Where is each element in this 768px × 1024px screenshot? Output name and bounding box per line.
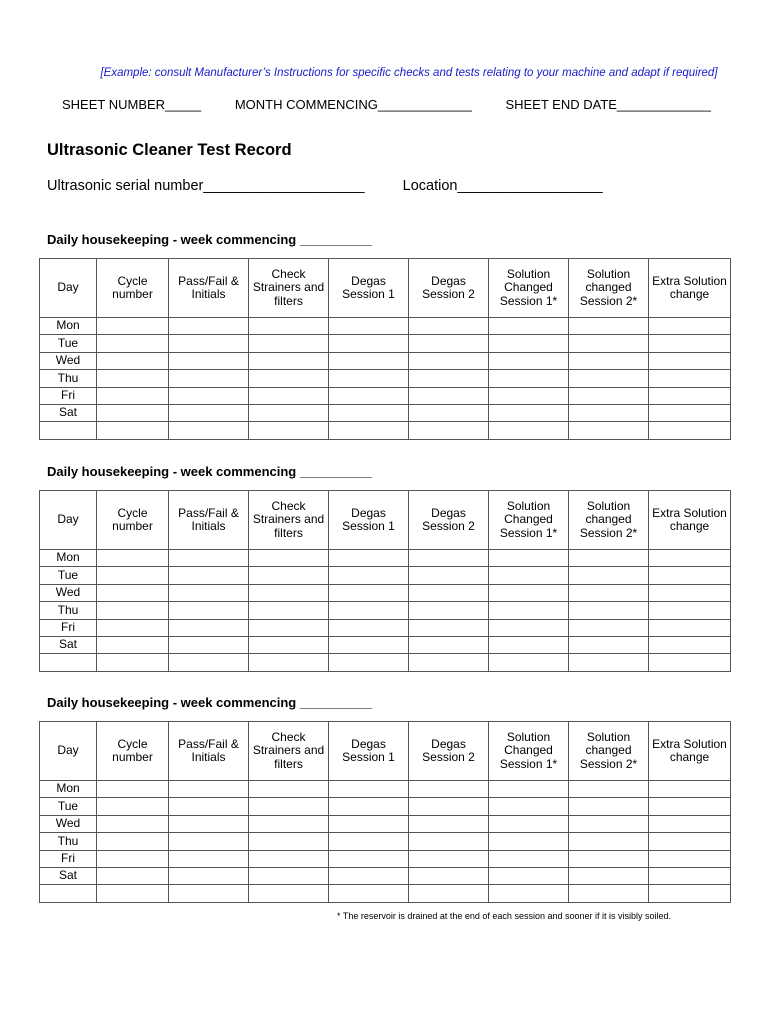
- entry-cell[interactable]: [169, 781, 249, 798]
- day-cell: Tue: [40, 798, 97, 815]
- column-header: Degas Session 2: [409, 259, 489, 318]
- day-cell: Fri: [40, 387, 97, 404]
- column-header: Extra Solution change: [649, 722, 731, 781]
- entry-cell[interactable]: [649, 352, 731, 369]
- entry-cell[interactable]: [329, 318, 409, 335]
- housekeeping-table-week-1: [39, 258, 731, 440]
- table-row: [40, 422, 731, 439]
- entry-cell[interactable]: [489, 318, 569, 335]
- entry-cell[interactable]: [169, 654, 249, 671]
- entry-cell[interactable]: [169, 833, 249, 850]
- column-header: Degas Session 1: [329, 491, 409, 550]
- column-header: Cycle number: [97, 259, 169, 318]
- sheet-end-date: SHEET END DATE_____________: [505, 97, 711, 112]
- page-title: Ultrasonic Cleaner Test Record: [47, 141, 292, 159]
- entry-cell[interactable]: [569, 815, 649, 832]
- entry-cell[interactable]: [489, 550, 569, 567]
- entry-cell[interactable]: [489, 387, 569, 404]
- entry-cell[interactable]: [409, 567, 489, 584]
- table-row: [40, 567, 731, 584]
- entry-cell[interactable]: [409, 602, 489, 619]
- table-row: [40, 584, 731, 601]
- entry-cell[interactable]: [409, 422, 489, 439]
- entry-cell[interactable]: [649, 619, 731, 636]
- entry-cell[interactable]: [169, 318, 249, 335]
- entry-cell[interactable]: [329, 387, 409, 404]
- day-cell: Sat: [40, 636, 97, 653]
- column-header: Degas Session 2: [409, 491, 489, 550]
- entry-cell[interactable]: [249, 654, 329, 671]
- entry-cell[interactable]: [97, 567, 169, 584]
- entry-cell[interactable]: [409, 781, 489, 798]
- day-cell: Mon: [40, 550, 97, 567]
- entry-cell[interactable]: [649, 404, 731, 421]
- entry-cell[interactable]: [329, 352, 409, 369]
- entry-cell[interactable]: [569, 584, 649, 601]
- entry-cell[interactable]: [329, 636, 409, 653]
- entry-cell[interactable]: [649, 422, 731, 439]
- entry-cell[interactable]: [569, 636, 649, 653]
- day-cell: Tue: [40, 567, 97, 584]
- entry-cell[interactable]: [97, 335, 169, 352]
- entry-cell[interactable]: [329, 370, 409, 387]
- entry-cell[interactable]: [409, 654, 489, 671]
- entry-cell[interactable]: [169, 335, 249, 352]
- entry-cell[interactable]: [169, 636, 249, 653]
- entry-cell[interactable]: [329, 867, 409, 884]
- entry-cell[interactable]: [409, 318, 489, 335]
- table-header-row: [40, 491, 731, 550]
- entry-cell[interactable]: [409, 335, 489, 352]
- entry-cell[interactable]: [649, 867, 731, 884]
- column-header: Solution Changed Session 1*: [489, 722, 569, 781]
- entry-cell[interactable]: [249, 387, 329, 404]
- entry-cell[interactable]: [409, 619, 489, 636]
- entry-cell[interactable]: [97, 352, 169, 369]
- entry-cell[interactable]: [569, 370, 649, 387]
- table-row: [40, 636, 731, 653]
- column-header: Day: [40, 722, 97, 781]
- entry-cell[interactable]: [329, 815, 409, 832]
- entry-cell[interactable]: [329, 619, 409, 636]
- column-header: Pass/Fail & Initials: [169, 259, 249, 318]
- entry-cell[interactable]: [489, 636, 569, 653]
- entry-cell[interactable]: [489, 370, 569, 387]
- entry-cell[interactable]: [249, 318, 329, 335]
- entry-cell[interactable]: [97, 318, 169, 335]
- entry-cell[interactable]: [329, 602, 409, 619]
- column-header: Pass/Fail & Initials: [169, 722, 249, 781]
- entry-cell[interactable]: [329, 550, 409, 567]
- table-row: [40, 833, 731, 850]
- day-cell: Wed: [40, 352, 97, 369]
- entry-cell[interactable]: [489, 885, 569, 902]
- entry-cell[interactable]: [169, 602, 249, 619]
- entry-cell[interactable]: [169, 619, 249, 636]
- entry-cell[interactable]: [649, 387, 731, 404]
- entry-cell[interactable]: [249, 867, 329, 884]
- entry-cell[interactable]: [249, 850, 329, 867]
- entry-cell[interactable]: [489, 404, 569, 421]
- entry-cell[interactable]: [569, 550, 649, 567]
- entry-cell[interactable]: [97, 422, 169, 439]
- entry-cell[interactable]: [97, 636, 169, 653]
- entry-cell[interactable]: [489, 833, 569, 850]
- table-row: [40, 654, 731, 671]
- day-cell: Wed: [40, 815, 97, 832]
- day-cell: Sat: [40, 867, 97, 884]
- table-row: [40, 850, 731, 867]
- day-cell: Thu: [40, 833, 97, 850]
- table-row: [40, 370, 731, 387]
- entry-cell[interactable]: [249, 815, 329, 832]
- entry-cell[interactable]: [97, 619, 169, 636]
- entry-cell[interactable]: [409, 404, 489, 421]
- instructions-note: [Example: consult Manufacturer’s Instructions for specific checks and tests relating to your machine and adapt if required]: [100, 67, 718, 79]
- entry-cell[interactable]: [649, 798, 731, 815]
- entry-cell[interactable]: [97, 602, 169, 619]
- entry-cell[interactable]: [97, 815, 169, 832]
- table-row: [40, 318, 731, 335]
- entry-cell[interactable]: [249, 550, 329, 567]
- entry-cell[interactable]: [169, 550, 249, 567]
- entry-cell[interactable]: [329, 584, 409, 601]
- entry-cell[interactable]: [489, 867, 569, 884]
- entry-cell[interactable]: [569, 654, 649, 671]
- entry-cell[interactable]: [569, 885, 649, 902]
- table-header-row: [40, 722, 731, 781]
- table-row: [40, 550, 731, 567]
- column-header: Degas Session 1: [329, 722, 409, 781]
- entry-cell[interactable]: [649, 781, 731, 798]
- sheet-number: SHEET NUMBER_____: [62, 97, 202, 112]
- entry-cell[interactable]: [489, 850, 569, 867]
- section-title-week-1: Daily housekeeping - week commencing __________: [47, 232, 373, 247]
- entry-cell[interactable]: [249, 619, 329, 636]
- entry-cell[interactable]: [489, 602, 569, 619]
- entry-cell[interactable]: [97, 833, 169, 850]
- entry-cell[interactable]: [329, 404, 409, 421]
- entry-cell[interactable]: [249, 335, 329, 352]
- entry-cell[interactable]: [249, 567, 329, 584]
- entry-cell[interactable]: [649, 318, 731, 335]
- column-header: Day: [40, 259, 97, 318]
- day-cell: [40, 885, 97, 902]
- entry-cell[interactable]: [409, 584, 489, 601]
- entry-cell[interactable]: [569, 798, 649, 815]
- entry-cell[interactable]: [649, 833, 731, 850]
- day-cell: Thu: [40, 370, 97, 387]
- entry-cell[interactable]: [489, 781, 569, 798]
- entry-cell[interactable]: [169, 584, 249, 601]
- entry-cell[interactable]: [489, 619, 569, 636]
- entry-cell[interactable]: [329, 654, 409, 671]
- day-cell: Fri: [40, 619, 97, 636]
- entry-cell[interactable]: [489, 352, 569, 369]
- table-row: [40, 335, 731, 352]
- column-header: Extra Solution change: [649, 259, 731, 318]
- entry-cell[interactable]: [649, 567, 731, 584]
- entry-cell[interactable]: [249, 422, 329, 439]
- entry-cell[interactable]: [249, 602, 329, 619]
- day-cell: Mon: [40, 318, 97, 335]
- entry-cell[interactable]: [409, 850, 489, 867]
- entry-cell[interactable]: [97, 885, 169, 902]
- column-header: Day: [40, 491, 97, 550]
- column-header: Check Strainers and filters: [249, 259, 329, 318]
- entry-cell[interactable]: [169, 370, 249, 387]
- entry-cell[interactable]: [329, 422, 409, 439]
- serial-number-field: Ultrasonic serial number____________________: [47, 178, 365, 194]
- entry-cell[interactable]: [489, 798, 569, 815]
- entry-cell[interactable]: [569, 833, 649, 850]
- table-row: [40, 781, 731, 798]
- column-header: Extra Solution change: [649, 491, 731, 550]
- entry-cell[interactable]: [169, 387, 249, 404]
- entry-cell[interactable]: [97, 867, 169, 884]
- entry-cell[interactable]: [569, 781, 649, 798]
- table-row: [40, 885, 731, 902]
- entry-cell[interactable]: [97, 370, 169, 387]
- entry-cell[interactable]: [329, 335, 409, 352]
- entry-cell[interactable]: [649, 370, 731, 387]
- entry-cell[interactable]: [97, 798, 169, 815]
- entry-cell[interactable]: [249, 798, 329, 815]
- day-cell: [40, 422, 97, 439]
- day-cell: Mon: [40, 781, 97, 798]
- entry-cell[interactable]: [249, 352, 329, 369]
- entry-cell[interactable]: [329, 850, 409, 867]
- entry-cell[interactable]: [649, 636, 731, 653]
- column-header: Solution changed Session 2*: [569, 722, 649, 781]
- entry-cell[interactable]: [249, 584, 329, 601]
- entry-cell[interactable]: [569, 422, 649, 439]
- entry-cell[interactable]: [97, 387, 169, 404]
- entry-cell[interactable]: [249, 370, 329, 387]
- entry-cell[interactable]: [409, 867, 489, 884]
- entry-cell[interactable]: [329, 798, 409, 815]
- column-header: Cycle number: [97, 491, 169, 550]
- entry-cell[interactable]: [329, 781, 409, 798]
- column-header: Check Strainers and filters: [249, 491, 329, 550]
- entry-cell[interactable]: [569, 335, 649, 352]
- entry-cell[interactable]: [169, 885, 249, 902]
- entry-cell[interactable]: [409, 815, 489, 832]
- entry-cell[interactable]: [489, 584, 569, 601]
- table-header-row: [40, 259, 731, 318]
- entry-cell[interactable]: [649, 335, 731, 352]
- section-title-week-3: Daily housekeeping - week commencing __________: [47, 695, 373, 710]
- table-row: [40, 867, 731, 884]
- column-header: Degas Session 2: [409, 722, 489, 781]
- entry-cell[interactable]: [169, 798, 249, 815]
- entry-cell[interactable]: [249, 781, 329, 798]
- entry-cell[interactable]: [569, 567, 649, 584]
- entry-cell[interactable]: [249, 885, 329, 902]
- day-cell: Fri: [40, 850, 97, 867]
- entry-cell[interactable]: [329, 885, 409, 902]
- entry-cell[interactable]: [489, 422, 569, 439]
- entry-cell[interactable]: [569, 867, 649, 884]
- entry-cell[interactable]: [169, 867, 249, 884]
- entry-cell[interactable]: [489, 654, 569, 671]
- day-cell: [40, 654, 97, 671]
- column-header: Check Strainers and filters: [249, 722, 329, 781]
- entry-cell[interactable]: [569, 318, 649, 335]
- entry-cell[interactable]: [169, 850, 249, 867]
- entry-cell[interactable]: [409, 370, 489, 387]
- entry-cell[interactable]: [249, 833, 329, 850]
- entry-cell[interactable]: [169, 815, 249, 832]
- entry-cell[interactable]: [97, 404, 169, 421]
- day-cell: Thu: [40, 602, 97, 619]
- entry-cell[interactable]: [409, 636, 489, 653]
- column-header: Solution Changed Session 1*: [489, 259, 569, 318]
- entry-cell[interactable]: [649, 584, 731, 601]
- day-cell: Tue: [40, 335, 97, 352]
- table-row: [40, 815, 731, 832]
- entry-cell[interactable]: [409, 352, 489, 369]
- table-row: [40, 404, 731, 421]
- entry-cell[interactable]: [97, 550, 169, 567]
- housekeeping-table-week-2: [39, 490, 731, 672]
- entry-cell[interactable]: [489, 567, 569, 584]
- entry-cell[interactable]: [169, 422, 249, 439]
- entry-cell[interactable]: [649, 815, 731, 832]
- entry-cell[interactable]: [409, 885, 489, 902]
- entry-cell[interactable]: [249, 636, 329, 653]
- table-row: [40, 352, 731, 369]
- entry-cell[interactable]: [649, 654, 731, 671]
- table-row: [40, 602, 731, 619]
- entry-cell[interactable]: [169, 567, 249, 584]
- entry-cell[interactable]: [569, 352, 649, 369]
- column-header: Degas Session 1: [329, 259, 409, 318]
- entry-cell[interactable]: [649, 602, 731, 619]
- entry-cell[interactable]: [97, 781, 169, 798]
- entry-cell[interactable]: [649, 550, 731, 567]
- footnote: * The reservoir is drained at the end of each session and sooner if it is visibly soiled.: [337, 911, 672, 921]
- month-commencing: MONTH COMMENCING_____________: [234, 97, 472, 112]
- entry-cell[interactable]: [409, 833, 489, 850]
- column-header: Solution Changed Session 1*: [489, 491, 569, 550]
- day-cell: Wed: [40, 584, 97, 601]
- day-cell: Sat: [40, 404, 97, 421]
- entry-cell[interactable]: [569, 850, 649, 867]
- entry-cell[interactable]: [409, 550, 489, 567]
- serial-line: [47, 178, 603, 194]
- entry-cell[interactable]: [249, 404, 329, 421]
- housekeeping-table-week-3: [39, 721, 731, 903]
- table-row: [40, 798, 731, 815]
- entry-cell[interactable]: [329, 567, 409, 584]
- location-field: Location__________________: [402, 178, 603, 194]
- entry-cell[interactable]: [649, 850, 731, 867]
- entry-cell[interactable]: [489, 335, 569, 352]
- column-header: Solution changed Session 2*: [569, 259, 649, 318]
- entry-cell[interactable]: [569, 387, 649, 404]
- entry-cell[interactable]: [569, 602, 649, 619]
- entry-cell[interactable]: [489, 815, 569, 832]
- entry-cell[interactable]: [569, 404, 649, 421]
- column-header: Pass/Fail & Initials: [169, 491, 249, 550]
- entry-cell[interactable]: [329, 833, 409, 850]
- entry-cell[interactable]: [409, 387, 489, 404]
- entry-cell[interactable]: [97, 850, 169, 867]
- entry-cell[interactable]: [409, 798, 489, 815]
- table-row: [40, 619, 731, 636]
- entry-cell[interactable]: [97, 584, 169, 601]
- entry-cell[interactable]: [169, 404, 249, 421]
- column-header: Solution changed Session 2*: [569, 491, 649, 550]
- column-header: Cycle number: [97, 722, 169, 781]
- sheet-info-line: [62, 97, 741, 112]
- table-row: [40, 387, 731, 404]
- entry-cell[interactable]: [649, 885, 731, 902]
- entry-cell[interactable]: [569, 619, 649, 636]
- section-title-week-2: Daily housekeeping - week commencing __________: [47, 464, 373, 479]
- entry-cell[interactable]: [97, 654, 169, 671]
- entry-cell[interactable]: [169, 352, 249, 369]
